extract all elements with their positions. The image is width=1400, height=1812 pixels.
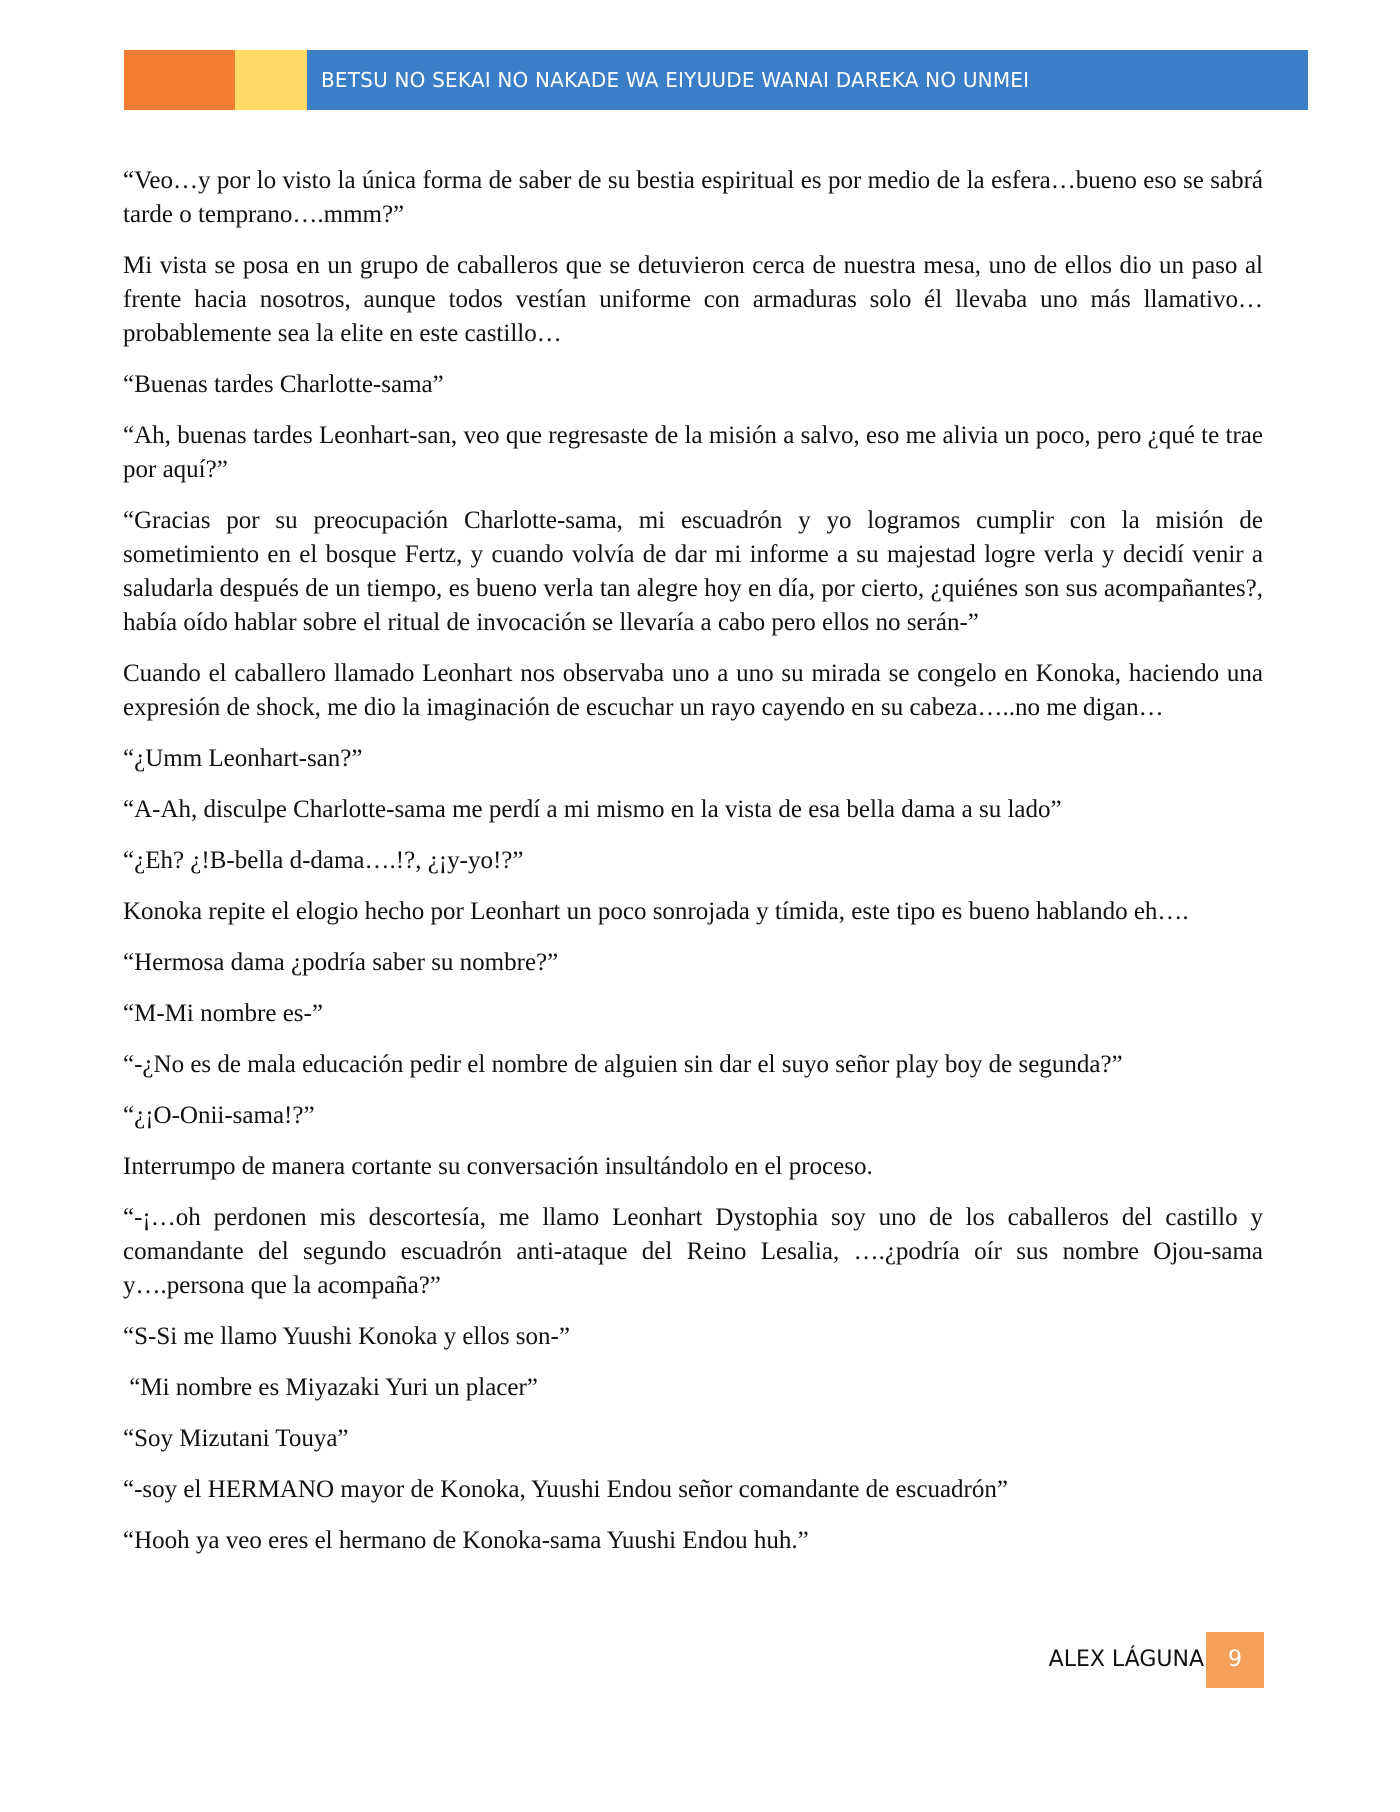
header-yellow-block (235, 50, 307, 110)
paragraph: “Buenas tardes Charlotte-sama” (123, 371, 444, 398)
paragraph: “¿Umm Leonhart-san?” (123, 745, 363, 772)
paragraph: Cuando el caballero llamado Leonhart nos observaba uno a uno su mirada se congelo en Konoka, haciendo una expresión de shock, me dio la imaginación de escuchar un rayo cayendo en su cabeza…..no me digan… (123, 660, 1263, 721)
paragraph: Konoka repite el elogio hecho por Leonhart un poco sonrojada y tímida, este tipo es bueno hablando eh…. (123, 898, 1189, 925)
paragraph: “¿Eh? ¿!B-bella d-dama….!?, ¿¡y-yo!?” (123, 847, 524, 874)
paragraph: “Hermosa dama ¿podría saber su nombre?” (123, 949, 559, 976)
paragraph: “¿¡O-Onii-sama!?” (123, 1102, 315, 1129)
paragraph: “Mi nombre es Miyazaki Yuri un placer” (123, 1374, 538, 1401)
page-footer (0, 1632, 1400, 1688)
page-number-badge: 9 (1206, 1632, 1264, 1688)
author-name: ALEX LÁGUNA (1048, 1647, 1204, 1672)
paragraph: “Gracias por su preocupación Charlotte-sama, mi escuadrón y yo logramos cumplir con la misión de sometimiento en el bosque Fertz, y cuando volvía de dar mi informe a su majestad logre verla y decidí venir a saludarla después de un tiempo, es bueno verla tan alegre hoy en día, por cierto, ¿quiénes son sus acompañantes?, había oído hablar sobre el ritual de invocación se llevaría a cabo pero ellos no serán-” (123, 507, 1263, 636)
paragraph: “Veo…y por lo visto la única forma de saber de su bestia espiritual es por medio de la esfera…bueno eso se sabrá tarde o temprano….mmm?” (123, 167, 1263, 228)
paragraph: “Soy Mizutani Touya” (123, 1425, 349, 1452)
paragraph: “-soy el HERMANO mayor de Konoka, Yuushi Endou señor comandante de escuadrón” (123, 1476, 1008, 1503)
paragraph: “Ah, buenas tardes Leonhart-san, veo que regresaste de la misión a salvo, eso me alivia un poco, pero ¿qué te trae por aquí?” (123, 422, 1263, 483)
paragraph: “-¿No es de mala educación pedir el nombre de alguien sin dar el suyo señor play boy de segunda?” (123, 1051, 1123, 1078)
paragraph: Mi vista se posa en un grupo de caballeros que se detuvieron cerca de nuestra mesa, uno de ellos dio un paso al frente hacia nosotros, aunque todos vestían uniforme con armaduras solo él llevaba uno más llamativo…probablemente sea la elite en este castillo… (123, 252, 1263, 347)
paragraph: “Hooh ya veo eres el hermano de Konoka-sama Yuushi Endou huh.” (123, 1527, 809, 1554)
paragraph: “-¡…oh perdonen mis descortesía, me llamo Leonhart Dystophia soy uno de los caballeros del castillo y comandante del segundo escuadrón anti-ataque del Reino Lesalia, ….¿podría oír sus nombre Ojou-sama y….persona que la acompaña?” (123, 1204, 1263, 1299)
page-body (123, 164, 1263, 1575)
paragraph: “M-Mi nombre es-” (123, 1000, 323, 1027)
header-title-bar (307, 50, 1308, 110)
header-title: BETSU NO SEKAI NO NAKADE WA EIYUUDE WANAI DAREKA NO UNMEI (321, 68, 1030, 92)
paragraph: “S-Si me llamo Yuushi Konoka y ellos son-” (123, 1323, 570, 1350)
header-orange-block (124, 50, 235, 110)
paragraph: Interrumpo de manera cortante su conversación insultándolo en el proceso. (123, 1153, 873, 1180)
paragraph: “A-Ah, disculpe Charlotte-sama me perdí a mi mismo en la vista de esa bella dama a su lado” (123, 796, 1062, 823)
page-header (124, 50, 1308, 110)
